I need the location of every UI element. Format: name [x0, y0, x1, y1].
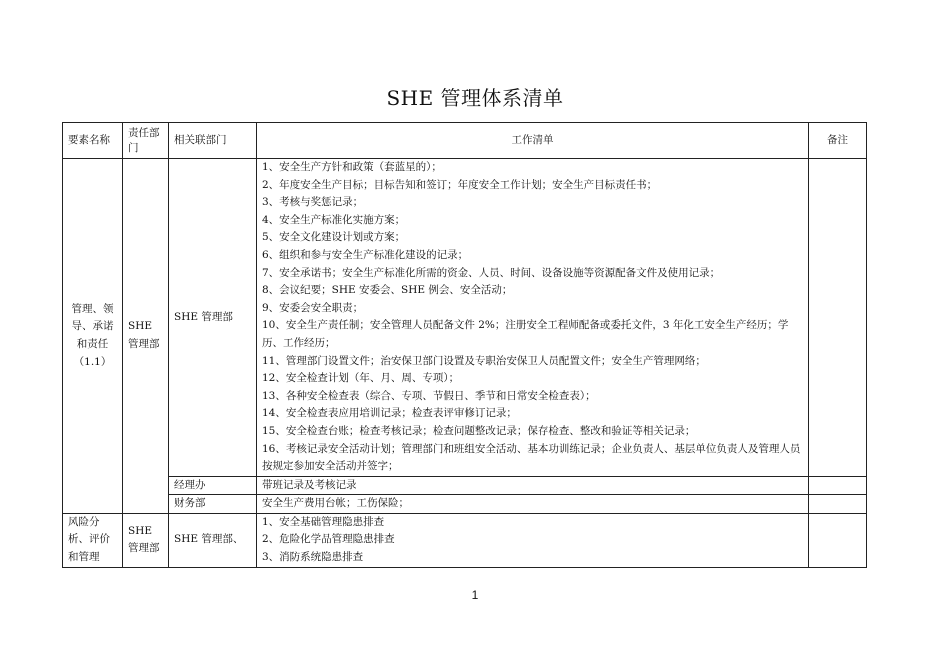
work-items-cell: 带班记录及考核记录 — [257, 476, 809, 495]
header-remarks: 备注 — [809, 123, 867, 159]
work-item: 12、安全检查计划（年、月、周、专项）； — [262, 372, 460, 385]
header-work-list: 工作清单 — [257, 123, 809, 159]
responsible-cell: SHE 管理部 — [123, 159, 169, 514]
element-cell: 管理、领导、承诺和责任（1.1） — [63, 159, 123, 514]
table-row — [63, 495, 867, 514]
remarks-cell — [809, 159, 867, 477]
table-row — [63, 159, 867, 477]
work-item: 11、管理部门设置文件；治安保卫部门设置及专职治安保卫人员配置文件；安全生产管理网络； — [262, 354, 706, 367]
work-items-cell: 安全生产费用台帐；工伤保险； — [257, 495, 809, 514]
work-items-cell — [257, 159, 809, 477]
header-responsible: 责任部门 — [123, 123, 169, 159]
related-cell: SHE 管理部、 — [169, 513, 257, 567]
work-item: 9、安委会安全职责； — [262, 301, 364, 314]
header-element: 要素名称 — [63, 123, 123, 159]
work-item: 13、各种安全检查表（综合、专项、节假日、季节和日常安全检查表）； — [262, 389, 596, 402]
table-row — [63, 513, 867, 567]
work-item: 4、安全生产标准化实施方案； — [262, 213, 406, 226]
work-item: 10、安全生产责任制；安全管理人员配备文件 2%；注册安全工程师配备或委托文件，3 年化工安全生产经历；学历、工作经历； — [262, 319, 789, 349]
work-item: 15、安全检查台账；检查考核记录；检查问题整改记录；保存检查、整改和验证等相关记录； — [262, 424, 696, 437]
responsible-cell: SHE 管理部 — [123, 513, 169, 567]
remarks-cell — [809, 476, 867, 495]
work-item: 2、年度安全生产目标；目标告知和签订；年度安全工作计划；安全生产目标责任书； — [262, 178, 658, 191]
remarks-cell — [809, 513, 867, 567]
work-item: 16、考核记录安全活动计划；管理部门和班组安全活动、基本功训练记录；企业负责人、基层单位负责人及管理人员按规定参加安全活动并签字； — [262, 442, 801, 473]
work-item: 14、安全检查表应用培训记录；检查表评审修订记录； — [262, 407, 517, 420]
work-item: 8、会议纪要；SHE 安委会、SHE 例会、安全活动； — [262, 284, 513, 297]
work-item: 3、考核与奖惩记录； — [262, 196, 364, 209]
work-item: 6、组织和参与安全生产标准化建设的记录； — [262, 248, 469, 261]
related-cell: SHE 管理部 — [169, 159, 257, 477]
work-item: 3、消防系统隐患排查 — [262, 551, 364, 564]
header-related: 相关联部门 — [169, 123, 257, 159]
work-item: 1、安全基础管理隐患排查 — [262, 515, 385, 528]
related-cell: 财务部 — [169, 495, 257, 514]
table-row — [63, 476, 867, 495]
work-items-cell — [257, 513, 809, 567]
document-title: SHE 管理体系清单 — [386, 86, 564, 110]
element-cell: 风险分析、评价和管理 — [63, 513, 123, 567]
remarks-cell — [809, 495, 867, 514]
work-item: 5、安全文化建设计划或方案； — [262, 231, 406, 244]
work-item: 1、安全生产方针和政策（套蓝星的）； — [262, 161, 442, 173]
related-cell: 经理办 — [169, 476, 257, 495]
work-item: 2、危险化学品管理隐患排查 — [262, 533, 395, 546]
work-item: 7、安全承诺书；安全生产标准化所需的资金、人员、时间、设备设施等资源配备文件及使用记录； — [262, 266, 721, 279]
page-number: 1 — [471, 588, 479, 602]
table-header-row — [63, 123, 867, 159]
she-checklist-table — [62, 122, 867, 568]
